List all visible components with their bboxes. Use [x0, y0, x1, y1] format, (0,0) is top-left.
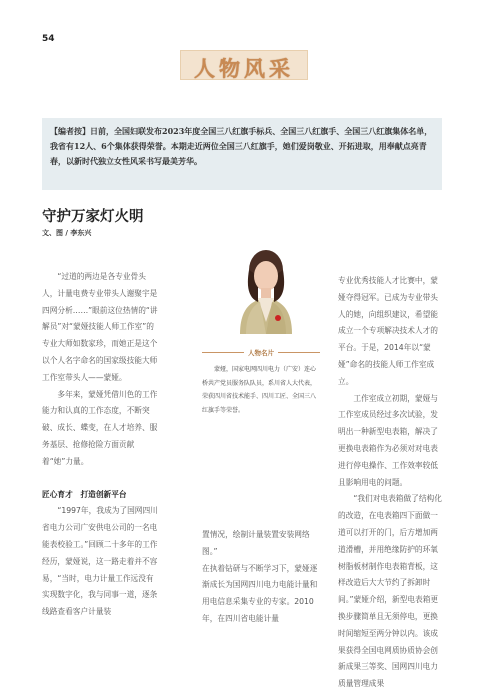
- portrait-photo: [200, 232, 332, 334]
- divider: [278, 352, 320, 353]
- page-number: 54: [42, 34, 55, 44]
- text-column-3: [338, 273, 442, 693]
- section-banner-title: 人物风采: [194, 56, 294, 81]
- paragraph: 工作室成立初期，蒙娅与工作室成员经过多次试验，发明出一种新型电表箱，解决了更换电表箱作为必须对对电表进行停电操作、工作效率较低且影响用电的问题。: [338, 393, 438, 487]
- paragraph: 专业优秀技能人才比赛中，蒙娅夺得冠军。已成为专业带头人的她，向组织建议，希望能成立一个专项解决技术人才的平台。于是，2014年以“蒙娅”命名的技能人师工作室成立。: [338, 276, 438, 386]
- article-title: 守护万家灯火明: [42, 209, 144, 225]
- section-banner: [180, 50, 308, 80]
- article-byline: 文、图 / 李东兴: [42, 229, 92, 237]
- profile-card-header: [202, 348, 320, 357]
- paragraph: “1997年，我成为了国网四川省电力公司广安供电公司的一名电能表校验工。”回顾二十多年的工作经历，蒙娅说，这一路走着并不容易，“当时，电力计量工作远没有实现数字化，我与同事一道，逐条线路查看客户计量装: [42, 506, 158, 617]
- paragraph: “我们对电表箱做了结构化的改造，在电表箱四下面做一道可以打开的门，后方增加两道滑槽，并用绝缘防护的环氧树脂板材制作电表箱背板，这样改造后大大节约了拆卸时间。”蒙娅介绍，新型电表箱更换步骤简单且无须停电，更换时间缩短至两分钟以内。该成果获得全国电网质协质协会创新成果三等奖、国网四川电力质量管理成果: [338, 494, 442, 689]
- divider: [202, 352, 244, 353]
- paragraph: 多年来，蒙娅凭借川色的工作能力和认真的工作态度，不断突破、成长、蝶变，在人才培养、服务基层、抢修抢险方面贡献着“她”力量。: [42, 389, 158, 466]
- text-column-1: [42, 269, 160, 621]
- subheading: 匠心育才 打造创新平台: [42, 489, 127, 499]
- editor-note-text: 【编者按】日前，全国妇联发布2023年度全国三八红旗手标兵、全国三八红旗手、全国三八红旗集体名单，我省有12人、6个集体获得荣誉。本期走近两位全国三八红旗手，她们爱岗敬业、开拓进取，用奉献点亮青春，以新时代独立女性风采书写最美芳华。: [50, 126, 433, 166]
- profile-card: [202, 348, 320, 417]
- paragraph: “过道的两边是各专业骨头人，计量电费专业带头人谢聚宇是四网分析……”眼前这位热情的“讲解员”对“蒙娅技能人师工作室”的专业大师如数家珍，而她正是这个以个人名字命名的国家级技能大师工作室带头人——蒙娅。: [42, 272, 158, 382]
- profile-card-title: 人物名片: [248, 349, 274, 357]
- text-column-2: [202, 527, 320, 628]
- paragraph: 置情况，绘制计量装置安装网络图。” 在执着钻研与不断学习下，蒙娅逐渐成长为国网四川电力电能计量和用电信息采集专业的专家。2010年，在四川省电能计量: [202, 530, 318, 623]
- profile-card-text: 蒙娅，国家电网四川电力（广安）连心桥共产党员服务队队员，系川省人大代表，荣获四川省技术能手、四川工匠、全国三八红旗手等荣誉。: [202, 366, 317, 414]
- editor-note-box: [42, 118, 442, 190]
